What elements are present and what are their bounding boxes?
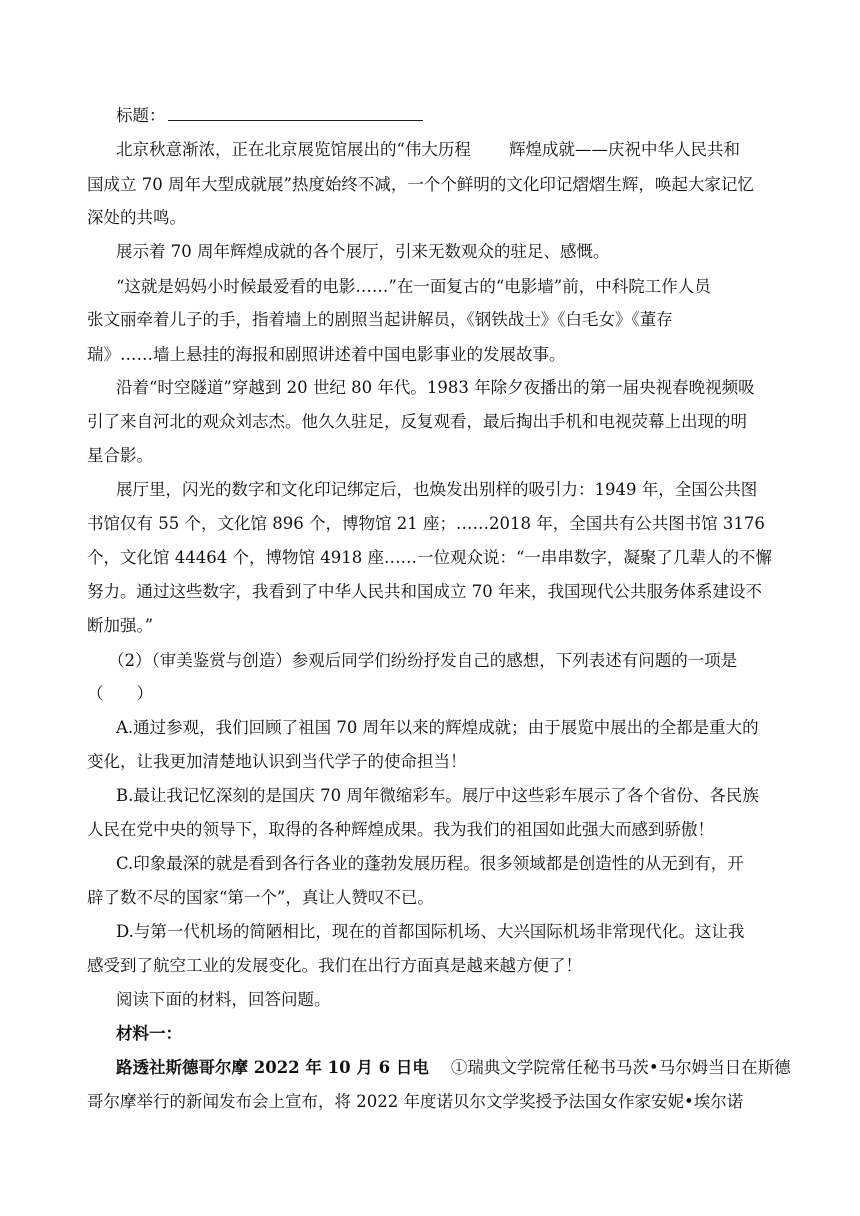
paragraph-line: 展厅里，闪光的数字和文化印记绑定后，也焕发出别样的吸引力：1949 年，全国公共图 <box>116 480 758 499</box>
paragraph-line: 书馆仅有 55 个，文化馆 896 个，博物馆 21 座；……2018 年，全国共有公共图书馆 3176 <box>87 514 765 533</box>
text-span: 北京秋意渐浓，正在北京展览馆展出的“伟大历程 <box>116 140 471 159</box>
material-one-line <box>116 1058 791 1078</box>
dateline: 路透社斯德哥尔摩 2022 年 10 月 6 日电 <box>116 1058 429 1077</box>
option-b: B.最让我记忆深刻的是国庆 70 周年微缩彩车。展厅中这些彩车展示了各个省份、各民族 <box>116 786 759 805</box>
paragraph-line <box>116 140 740 160</box>
title-line <box>116 106 423 126</box>
option-c-cont: 辟了数不尽的国家“第一个”，真让人赞叹不已。 <box>87 888 434 907</box>
paragraph-line: “这就是妈妈小时候最爱看的电影……”在一面复古的“电影墙”前，中科院工作人员 <box>116 277 711 296</box>
option-a-cont: 变化，让我更加清楚地认识到当代学子的使命担当！ <box>87 752 467 771</box>
material-one-label: 材料一： <box>116 1024 182 1043</box>
option-a: A.通过参观，我们回顾了祖国 70 周年以来的辉煌成就；由于展览中展出的全都是重大的 <box>116 718 759 737</box>
option-d-cont: 感受到了航空工业的发展变化。我们在出行方面真是越来越方便了！ <box>87 956 582 975</box>
option-c: C.印象最深的就是看到各行各业的蓬勃发展历程。很多领域都是创造性的从无到有，开 <box>116 854 744 873</box>
text-span: 辉煌成就——庆祝中华人民共和 <box>508 140 740 159</box>
text-span: ①瑞典文学院常任秘书马茨•马尔姆当日在斯德 <box>450 1058 791 1077</box>
paragraph-line: 沿着“时空隧道”穿越到 20 世纪 80 年代。1983 年除夕夜播出的第一届央视春晚视频吸 <box>116 378 755 397</box>
paragraph-line: 星合影。 <box>87 446 153 465</box>
paragraph-line: 个，文化馆 44464 个，博物馆 4918 座……一位观众说：“一串串数字，凝聚了几辈人的不懈 <box>87 548 772 567</box>
paragraph-line: 展示着 70 周年辉煌成就的各个展厅，引来无数观众的驻足、感慨。 <box>116 242 610 261</box>
question-stem: （2）（审美鉴赏与创造）参观后同学们纷纷抒发自己的感想，下列表述有问题的一项是 <box>108 651 738 670</box>
title-label: 标题： <box>116 106 166 125</box>
option-b-cont: 人民在党中央的领导下，取得的各种辉煌成果。我为我们的祖国如此强大而感到骄傲！ <box>87 820 714 839</box>
title-blank <box>168 106 423 121</box>
paragraph-line: 瑞》……墙上悬挂的海报和剧照讲述着中国电影事业的发展故事。 <box>87 345 566 364</box>
paragraph-line: 引了来自河北的观众刘志杰。他久久驻足，反复观看，最后掏出手机和电视荧幕上出现的明 <box>87 412 747 431</box>
paragraph-line: 国成立 70 周年大型成就展”热度始终不减，一个个鲜明的文化印记熠熠生辉，唤起大家记忆 <box>87 175 754 194</box>
material-one-line: 哥尔摩举行的新闻发布会上宣布，将 2022 年度诺贝尔文学奖授予法国女作家安妮•埃尔诺 <box>87 1092 744 1111</box>
answer-bracket: （ ） <box>87 684 153 703</box>
reading-prompt: 阅读下面的材料，回答问题。 <box>116 990 331 1009</box>
paragraph-line: 张文丽牵着儿子的手，指着墙上的剧照当起讲解员，《钢铁战士》《白毛女》《董存 <box>87 310 673 329</box>
paragraph-line: 深处的共鸣。 <box>87 208 186 227</box>
option-d: D.与第一代机场的简陋相比，现在的首都国际机场、大兴国际机场非常现代化。这让我 <box>116 922 745 941</box>
paragraph-line: 努力。通过这些数字，我看到了中华人民共和国成立 70 年来，我国现代公共服务体系建设不 <box>87 582 762 601</box>
paragraph-line: 断加强。” <box>87 616 154 635</box>
